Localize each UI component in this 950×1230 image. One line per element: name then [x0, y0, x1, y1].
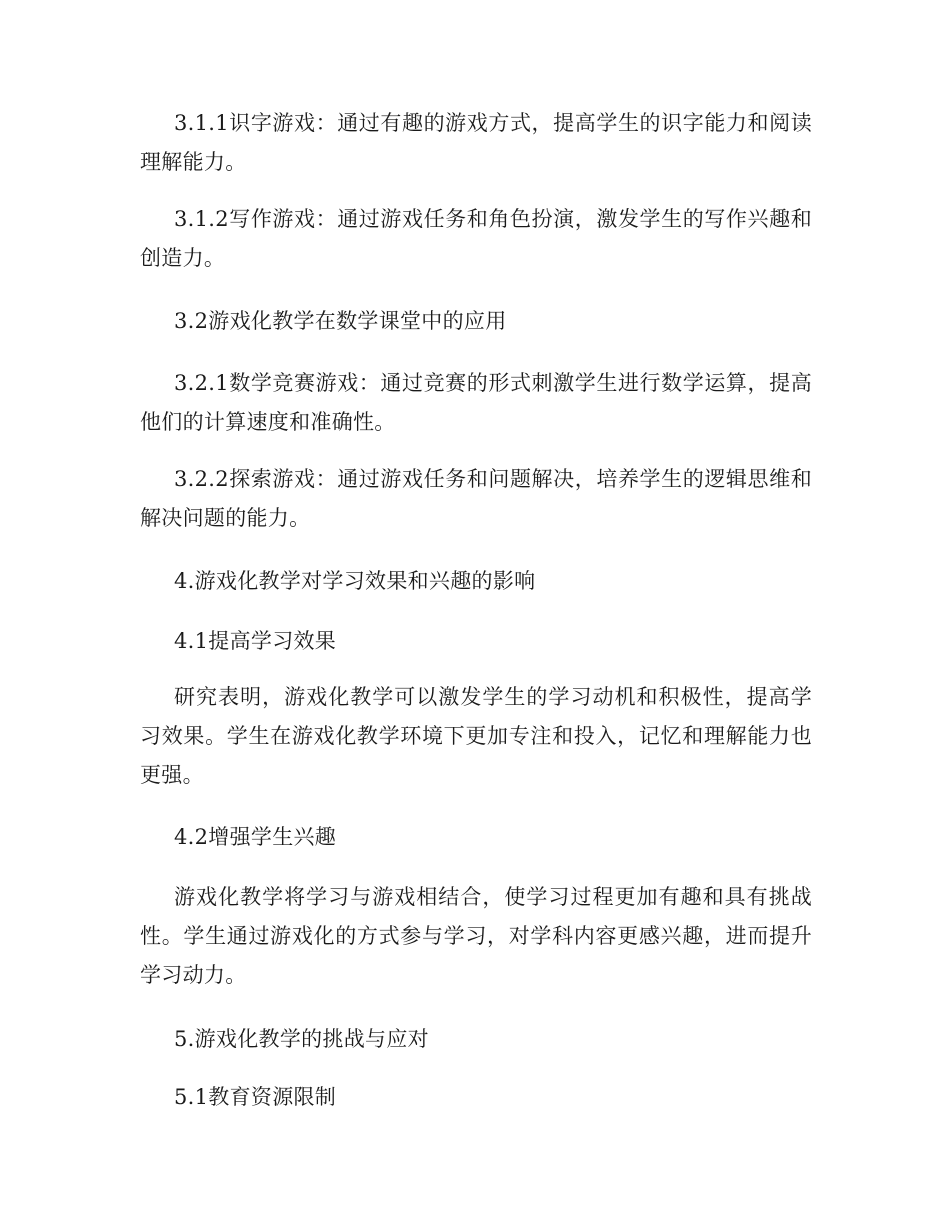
heading-3-2: 3.2游戏化教学在数学课堂中的应用	[174, 309, 507, 333]
heading-4: 4.游戏化教学对学习效果和兴趣的影响	[174, 569, 536, 593]
paragraph-3-2-1: 3.2.1数学竞赛游戏：通过竞赛的形式刺激学生进行数学运算，提高他们的计算速度和准确性。	[140, 371, 812, 434]
paragraph-3-1-2: 3.1.2写作游戏：通过游戏任务和角色扮演，激发学生的写作兴趣和创造力。	[140, 207, 812, 270]
paragraph-3-2-2: 3.2.2探索游戏：通过游戏任务和问题解决，培养学生的逻辑思维和解决问题的能力。	[140, 467, 812, 530]
heading-4-2: 4.2增强学生兴趣	[174, 825, 337, 849]
paragraph-4-1-body: 研究表明，游戏化教学可以激发学生的学习动机和积极性，提高学习效果。学生在游戏化教学环境下更加专注和投入，记忆和理解能力也更强。	[140, 685, 812, 787]
paragraph-3-1-1: 3.1.1识字游戏：通过有趣的游戏方式，提高学生的识字能力和阅读理解能力。	[140, 111, 812, 174]
heading-5-1: 5.1教育资源限制	[174, 1085, 337, 1109]
heading-4-1: 4.1提高学习效果	[174, 629, 337, 653]
heading-5: 5.游戏化教学的挑战与应对	[174, 1027, 429, 1051]
paragraph-4-2-body: 游戏化教学将学习与游戏相结合，使学习过程更加有趣和具有挑战性。学生通过游戏化的方式参与学习，对学科内容更感兴趣，进而提升学习动力。	[140, 885, 812, 987]
